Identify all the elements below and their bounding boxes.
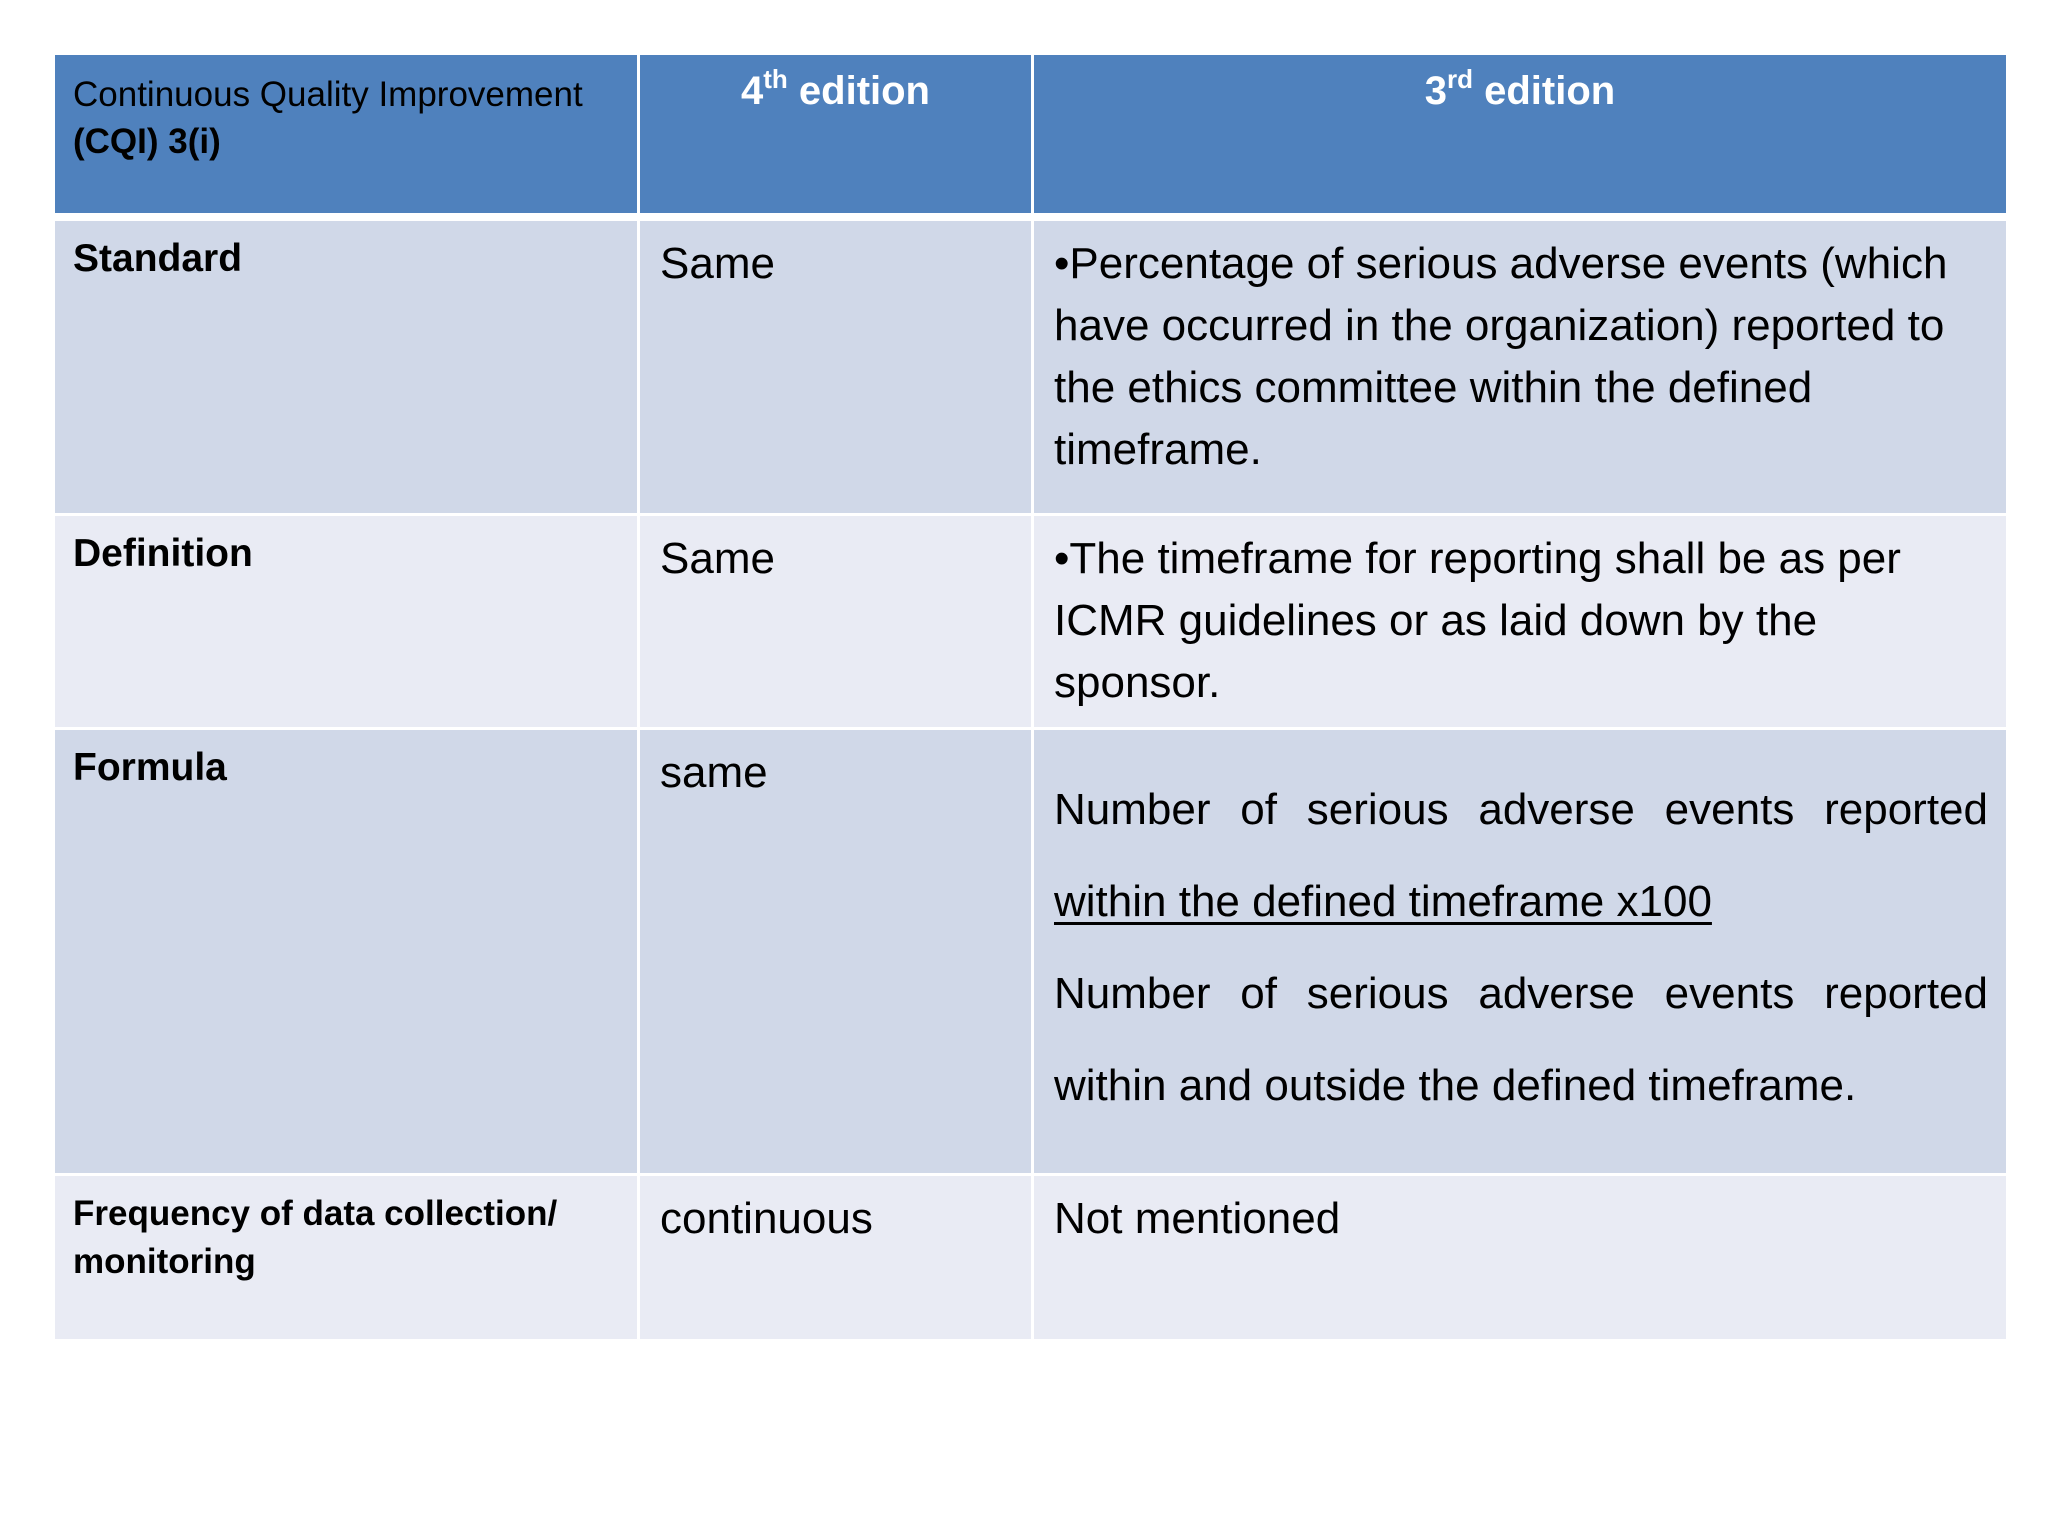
- header-3rd-rest: edition: [1473, 69, 1616, 113]
- header-4th-num: 4: [740, 69, 764, 113]
- header-cqi-title-line1: Continuous Quality Improvement: [73, 75, 583, 114]
- cqi-comparison-table: [52, 52, 2009, 1342]
- formula-numerator-line1: Number of serious adverse events reported: [1054, 785, 1988, 834]
- header-3rd-sup: rd: [1447, 64, 1474, 94]
- table-row-definition: [54, 515, 2008, 729]
- table-row-standard: [54, 217, 2008, 515]
- table-row-frequency: [54, 1175, 2008, 1341]
- table-row-formula: [54, 729, 2008, 1175]
- formula-denominator-line1: Number of serious adverse events reported: [1054, 969, 1988, 1018]
- third-edition-frequency: Not mentioned: [1033, 1175, 2008, 1341]
- formula-denominator-line2: within and outside the defined timeframe.: [1054, 1061, 1857, 1110]
- third-edition-standard: •Percentage of serious adverse events (which have occurred in the organization) reported to the ethics committee within the defined timeframe.: [1033, 217, 2008, 515]
- header-3rd-edition: [1033, 54, 2008, 217]
- formula-block: [1054, 742, 1988, 1132]
- row-label-standard: Standard: [54, 217, 639, 515]
- header-cqi-title-line2: (CQI) 3(i): [73, 122, 221, 161]
- header-4th-rest: edition: [787, 69, 930, 113]
- fourth-edition-definition: Same: [639, 515, 1033, 729]
- header-4th-edition: [639, 54, 1033, 217]
- fourth-edition-standard: Same: [639, 217, 1033, 515]
- third-edition-definition: •The timeframe for reporting shall be as per ICMR guidelines or as laid down by the sponsor.: [1033, 515, 2008, 729]
- header-4th-sup: th: [763, 64, 788, 94]
- row-label-frequency: Frequency of data collection/ monitoring: [54, 1175, 639, 1341]
- header-cqi-title: [54, 54, 639, 217]
- header-3rd-num: 3: [1424, 69, 1448, 113]
- row-label-definition: Definition: [54, 515, 639, 729]
- third-edition-formula: [1033, 729, 2008, 1175]
- header-row: [54, 54, 2008, 217]
- formula-numerator-line2: within the defined timeframe x100: [1054, 877, 1712, 926]
- fourth-edition-frequency: continuous: [639, 1175, 1033, 1341]
- row-label-formula: Formula: [54, 729, 639, 1175]
- fourth-edition-formula: same: [639, 729, 1033, 1175]
